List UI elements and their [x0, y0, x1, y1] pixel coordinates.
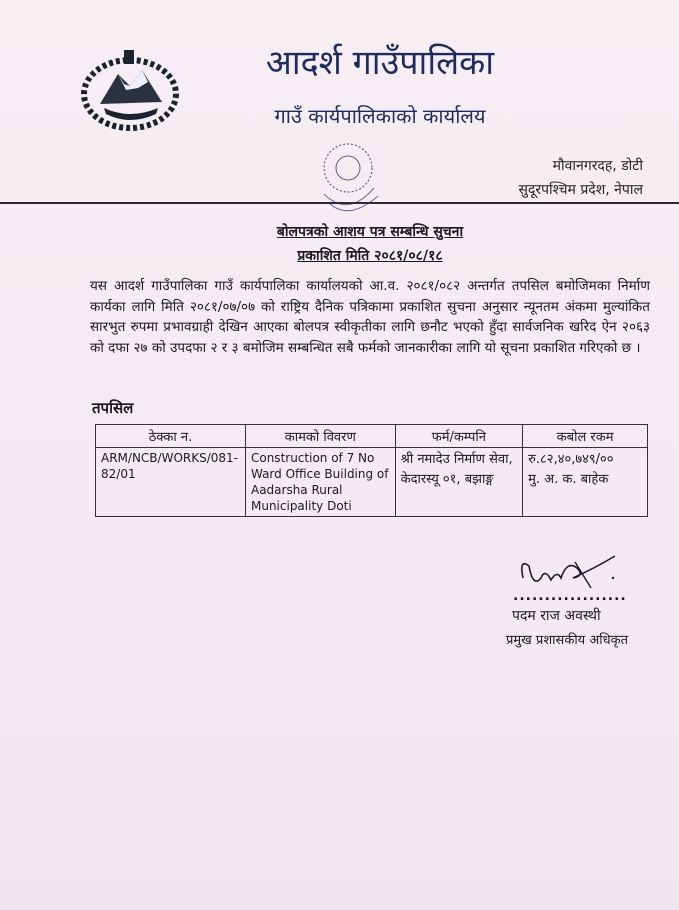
firm-address: केदारस्यू ०१, बझाङ्ग [400, 472, 494, 487]
cell-firm [395, 448, 523, 517]
tapasil-label: तपसिल [92, 399, 134, 417]
municipality-title: आदर्श गाउँपालिका [265, 43, 495, 83]
amount-note: मु. अ. क. बाहेक [528, 472, 609, 487]
table-header-row [96, 425, 648, 448]
bid-amount: रु.८२,४०,७४९/०० [528, 452, 614, 467]
office-subtitle: गाउँ कार्यपालिकाको कार्यालय [274, 104, 486, 128]
contract-table [95, 424, 648, 517]
signatory-name: पदम राज अवस्थी [512, 608, 601, 624]
signatory-designation: प्रमुख प्रशासकीय अधिकृत [506, 633, 629, 648]
signature-line: .................. [513, 588, 627, 604]
notice-body: यस आदर्श गाउँपालिका गाउँ कार्यपालिका कार्यालयको आ.व. २०८१/०८२ अन्तर्गत तपसिल बमोजिमका निर्माण कार्यका लागि मिति २०८१/०७/०७ को राष्ट्रिय दैनिक पत्रिकामा प्रकाशित सुचना अनुसार न्यूनतम अंकमा मुल्यांकित सारभुत रुपमा प्रभावग्राही देखिन आएका बोलपत्र स्वीकृतीका लागि छनौट भएको हुँदा सार्वजनिक खरिद ऐन २०६३ को दफा २७ को उपदफा २ र ३ बमोजिम सम्बन्धित सबै फर्मको जानकारीका लागि यो सूचना प्रकाशित गरिएको छ । [90, 278, 650, 356]
cell-contract-no: ARM/NCB/WORKS/081-82/01 [96, 448, 246, 517]
header-firm: फर्म/कम्पनि [395, 425, 523, 448]
office-address [518, 154, 643, 202]
header-description: कामको विवरण [245, 425, 395, 448]
address-line-2: सुदूरपश्चिम प्रदेश, नेपाल [518, 182, 643, 198]
nepal-emblem-logo [78, 48, 182, 132]
header-amount: कबोल रकम [523, 425, 648, 448]
notice-heading-block [240, 220, 500, 268]
cell-amount [523, 448, 648, 517]
header-divider [0, 202, 679, 204]
published-date: प्रकाशित मिति २०८१/०८/१८ [297, 248, 443, 264]
firm-name: श्री नमादेउ निर्माण सेवा, [400, 452, 513, 467]
office-seal-stamp [312, 138, 384, 222]
address-line-1: मौवानगरदह, डोटी [552, 158, 643, 174]
table-row [96, 448, 648, 517]
notice-heading: बोलपत्रको आशय पत्र सम्बन्धि सुचना [276, 224, 464, 240]
cell-description: Construction of 7 No Ward Office Building of Aadarsha Rural Municipality Doti [245, 448, 395, 517]
header-contract-no: ठेक्का न. [96, 425, 246, 448]
